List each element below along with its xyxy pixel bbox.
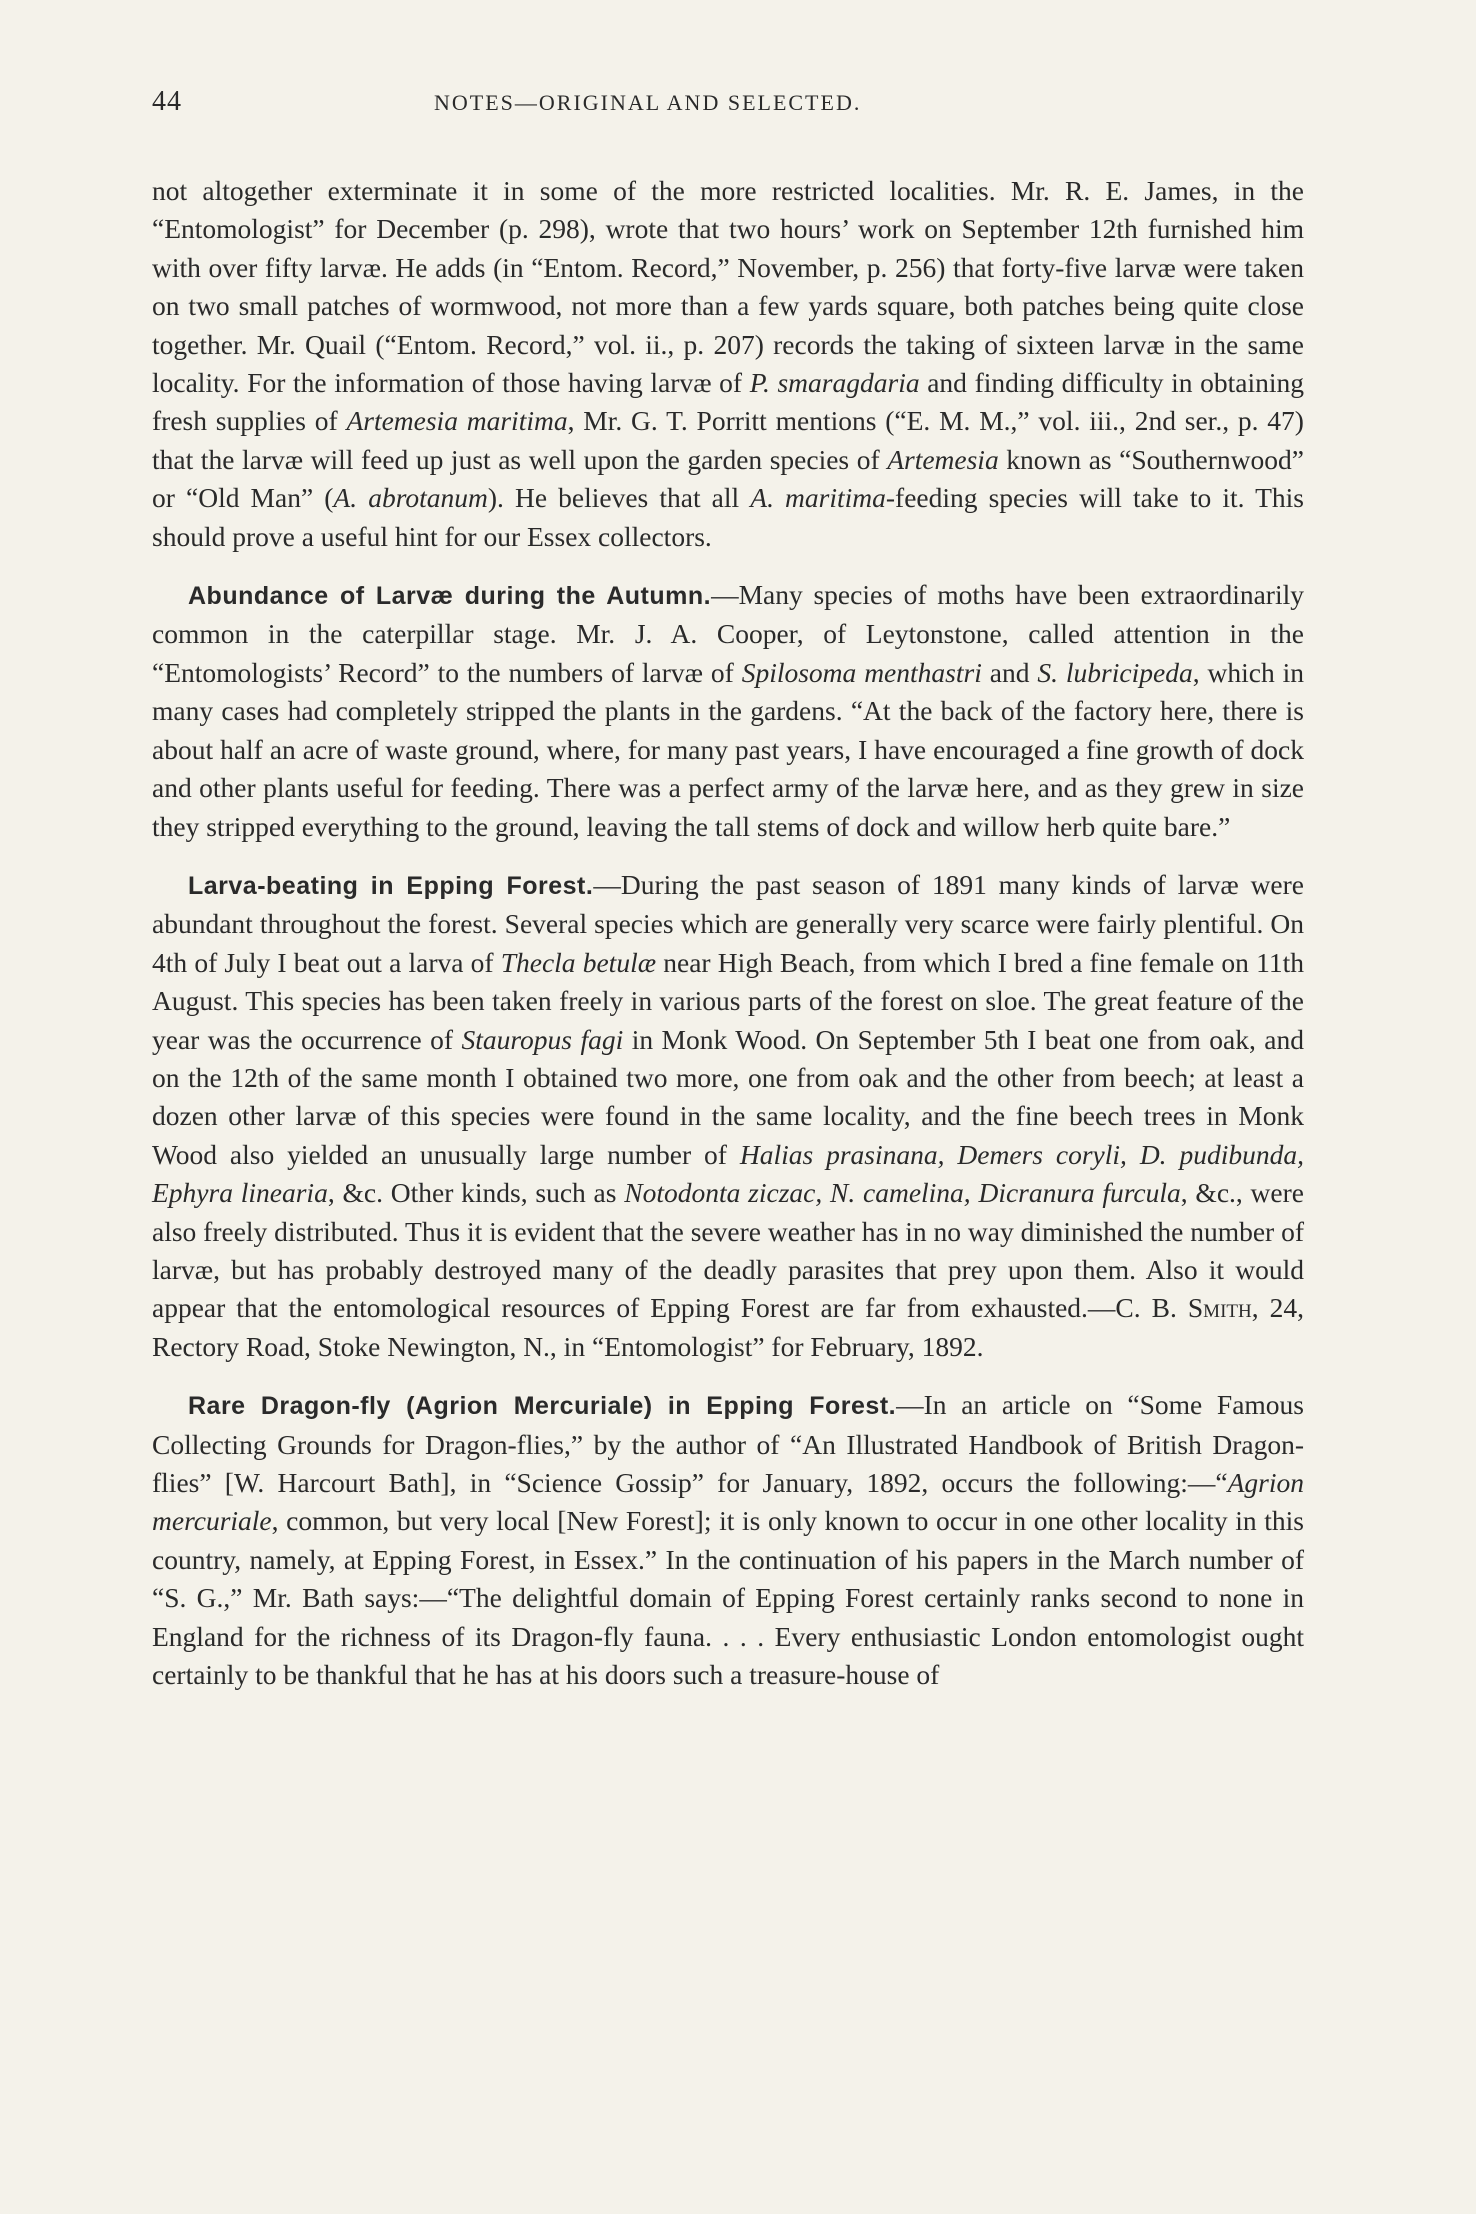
text-run: , 24, Rectory Road, Stoke Newington, N., in “Entomologist” for February, 1892. (152, 1292, 1304, 1362)
species-name: Agrion mercuriale (152, 1467, 1304, 1537)
section-heading: Abundance of Larvæ during the Autumn. (188, 582, 712, 611)
text-run: , common, but very local [New Forest]; it is only known to occur in one other locality in this country, namely, at Epping Forest, in Essex.” In the continuation of his papers in the March number of “S. G.,” Mr. Bath says:—“The delightful domain of Epping Forest certainly ranks second to none in England for the richness of its Dragon-fly fauna. . . . Every enthusiastic London entomologist ought certainly to be thankful that he has at his doors such a treasure-house of (152, 1505, 1304, 1691)
paragraph-larva-beating (152, 866, 1304, 1366)
species-name: Thecla betulæ (500, 946, 657, 978)
species-name: Notodonta ziczac, N. camelina, Dicranura furcula (624, 1177, 1181, 1209)
text-run: -feeding species will take to it. This should prove a useful hint for our Essex collectors. (152, 482, 1304, 552)
running-head (152, 86, 1304, 126)
page-number: 44 (152, 86, 182, 117)
species-name: Artemesia maritima (346, 405, 568, 437)
text-run: —During the past season of 1891 many kinds of larvæ were abundant throughout the forest. Several species which are generally very scarce were fairly plentiful. On 4th of July I beat out a larva of (152, 868, 1304, 978)
section-heading: Rare Dragon-fly (Agrion Mercuriale) in Epping Forest. (188, 1392, 897, 1421)
running-title: NOTES—ORIGINAL AND SELECTED. (434, 90, 862, 115)
section-heading: Larva-beating in Epping Forest. (188, 871, 594, 900)
text-run: and finding difficulty in obtaining fresh supplies of (152, 367, 1305, 437)
paragraph-abundance-of-larvae (152, 576, 1304, 846)
species-name: S. lubricipeda (1037, 656, 1193, 688)
species-name: A. maritima (750, 482, 886, 514)
paragraph-continuation (152, 172, 1304, 556)
text-run: in Monk Wood. On September 5th I beat one from oak, and on the 12th of the same month I obtained two more, one from oak and the other from beech; at least a dozen other larvæ of this species were found in the same locality, and the fine beech trees in Monk Wood also yielded an unusually large number of (152, 1023, 1304, 1170)
species-name: Artemesia (887, 443, 999, 475)
text-run: —In an article on “Some Famous Collecting Grounds for Dragon-flies,” by the author of “An Illustrated Handbook of British Dragon-flies” [W. Harcourt Bath], in “Science Gossip” for January, 1892, occurs the following:—“ (152, 1389, 1304, 1498)
species-name: P. smaragdaria (749, 367, 920, 399)
author-name: Smith (1187, 1292, 1252, 1324)
page-content (152, 86, 1304, 1694)
text-run: —Many species of moths have been extraordinarily common in the caterpillar stage. Mr. J. A. Cooper, of Leytonstone, called attention in the “Entomologists’ Record” to the numbers of larvæ of (152, 579, 1304, 688)
text-run: , &c. Other kinds, such as (327, 1177, 625, 1209)
text-run: ). He believes that all (487, 482, 751, 514)
species-name: Halias prasinana, Demers coryli, D. pudibunda, Ephyra linearia (152, 1138, 1304, 1209)
text-run: known as “Southernwood” or “Old Man” ( (152, 443, 1304, 514)
text-run: , which in many cases had completely stripped the plants in the gardens. “At the back of the factory here, there is about half an acre of waste ground, where, for many past years, I have encouraged a fine growth of dock and other plants useful for feeding. There was a perfect army of the larvæ here, and as they grew in size they stripped everything to the ground, leaving the tall stems of dock and willow herb quite bare.” (152, 656, 1304, 842)
species-name: Stauropus fagi (461, 1023, 624, 1055)
paragraph-rare-dragon-fly (152, 1386, 1304, 1694)
text-run: not altogether exterminate it in some of the more restricted localities. Mr. R. E. James, in the “Entomologist” for December (p. 298), wrote that two hours’ work on September 12th furnished him with over fifty larvæ. He adds (in “Entom. Record,” November, p. 256) that forty-five larvæ were taken on two small patches of wormwood, not more than a few yards square, both patches being quite close together. Mr. Quail (“Entom. Record,” vol. ii., p. 207) records the taking of sixteen larvæ in the same locality. For the information of those having larvæ of (152, 175, 1304, 399)
text-run: near High Beach, from which I bred a fine female on 11th August. This species has been taken freely in various parts of the forest on sloe. The great feature of the year was the occurrence of (152, 946, 1304, 1055)
text-run: , Mr. G. T. Porritt mentions (“E. M. M.,” vol. iii., 2nd ser., p. 47) that the larvæ will feed up just as well upon the garden species of (152, 405, 1304, 475)
text-run: , &c., were also freely distributed. Thus it is evident that the severe weather has in no way diminished the number of larvæ, but has probably destroyed many of the deadly parasites that prey upon them. Also it would appear that the entomological resources of Epping Forest are far from exhausted.—C. B. (152, 1177, 1304, 1324)
species-name: Spilosoma menthastri (741, 656, 982, 688)
species-name: A. abrotanum (333, 482, 488, 514)
text-run: and (981, 656, 1038, 688)
